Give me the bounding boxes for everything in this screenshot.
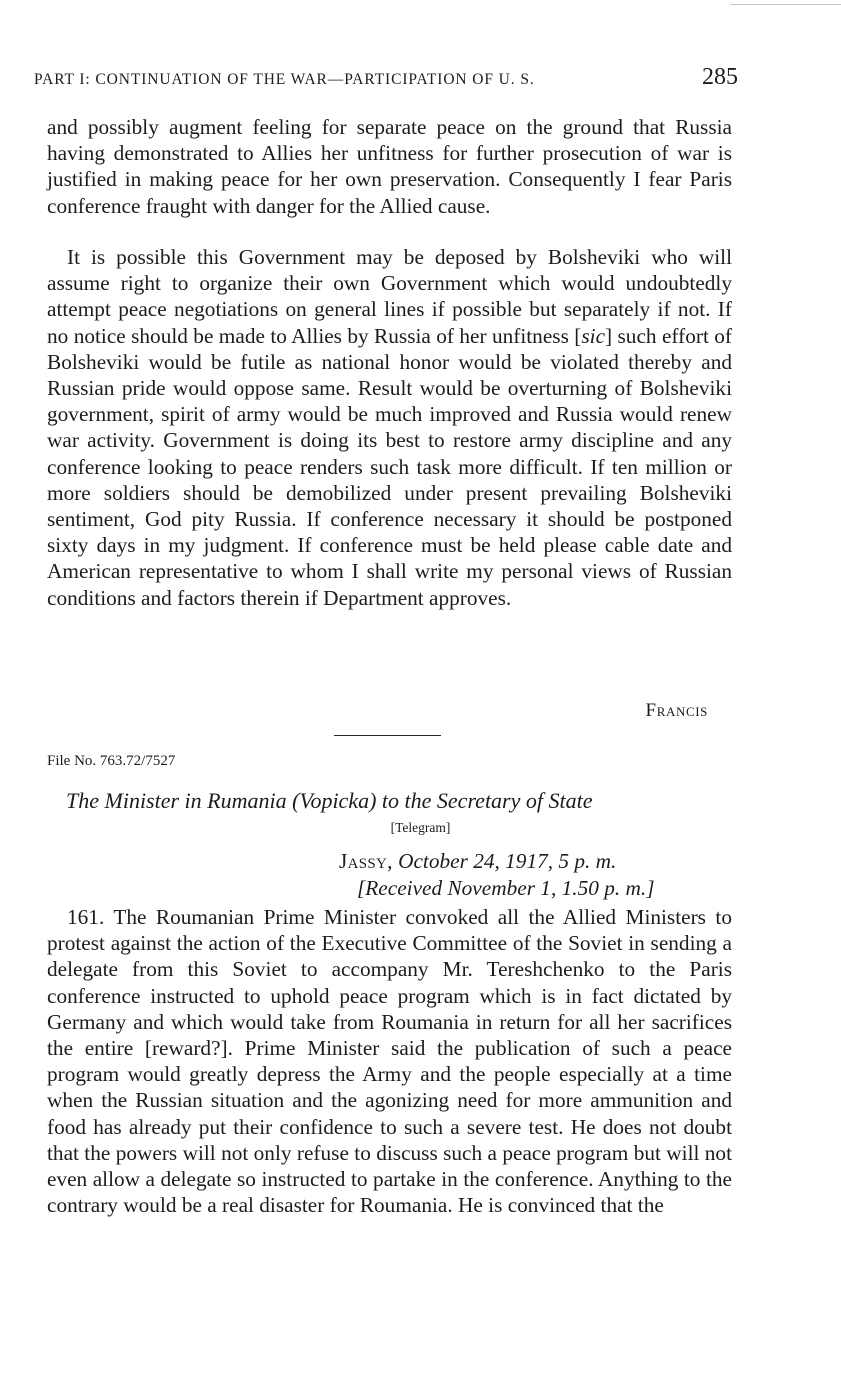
paragraph-2-text-a: It is possible this Government may be deposed by Bolsheviki who will assume right to organize their own Government which would undoubtedly attempt peace negotiations on general lines if possible but separately if not. If no notice should be made to Allies by Russia of her unfitness [ (47, 245, 732, 348)
dateline-date: October 24, 1917, 5 p. m. (398, 849, 617, 873)
body-paragraph-2 (47, 244, 732, 611)
dateline (339, 849, 616, 874)
document-title (66, 788, 711, 814)
paragraph-2-text-b: ] such effort of Bolsheviki would be futile as national honor would be violated thereby and Russian pride would oppose same. Result would be overturning of Bolsheviki government, spirit of army would be much improved and Russia would renew war activity. Government is doing its best to restore army discipline and any conference looking to peace renders such task more difficult. If ten million or more soldiers should be demobilized under present prevailing Bolsheviki sentiment, God pity Russia. If conference necessary it should be postponed sixty days in my judgment. If conference must be held please cable date and American representative to whom I shall write my personal views of Russian conditions and factors therein if Department approves. (47, 323, 732, 610)
paragraph-number: 161. (67, 905, 105, 929)
sic-notation: sic (581, 323, 606, 348)
dateline-place: Jassy, (339, 849, 393, 873)
running-title: PART I: CONTINUATION OF THE WAR—PARTICIPATION OF U. S. (34, 71, 535, 88)
telegram-paragraph (47, 904, 732, 1218)
title-text-a: The Minister in Rumania ( (66, 788, 300, 813)
received-note: [Received November 1, 1.50 p. m.] (357, 876, 655, 900)
signature: Francis (645, 700, 708, 721)
running-header (34, 64, 738, 94)
top-edge-rule (730, 4, 841, 5)
telegram-paragraph-text: The Roumanian Prime Minister convoked all the Allied Ministers to protest against the action of the Executive Committee of the Soviet in sending a delegate from this Soviet to accompany Mr. Tereshchenko to the Paris conference instructed to uphold peace program which is in fact dictated by Germany and which would take from Roumania in return for all her sacrifices the entire [reward?]. Prime Minister said the publication of such a peace program would greatly depress the Army and the people especially at a time when the Russian situation and the agonizing need for more ammunition and food has already put their confidence to such a severe test. He does not doubt that the powers will not only refuse to discuss such a peace program but will not even allow a delegate so instructed to partake in the conference. Anything to the contrary would be a real disaster for Roumania. He is convinced that the (47, 905, 732, 1218)
title-text-b: ) to the Secretary of State (369, 788, 593, 813)
title-minister-name: Vopicka (299, 788, 370, 813)
page-number: 285 (702, 64, 738, 90)
section-divider (334, 735, 441, 736)
file-number: File No. 763.72/7527 (47, 753, 176, 769)
document-type: [Telegram] (390, 820, 451, 835)
body-paragraph-1: and possibly augment feeling for separate peace on the ground that Russia having demonstrated to Allies her unfitness for further prosecution of war is justified in making peace for her own preservation. Consequently I fear Paris conference fraught with danger for the Allied cause. (47, 115, 732, 218)
